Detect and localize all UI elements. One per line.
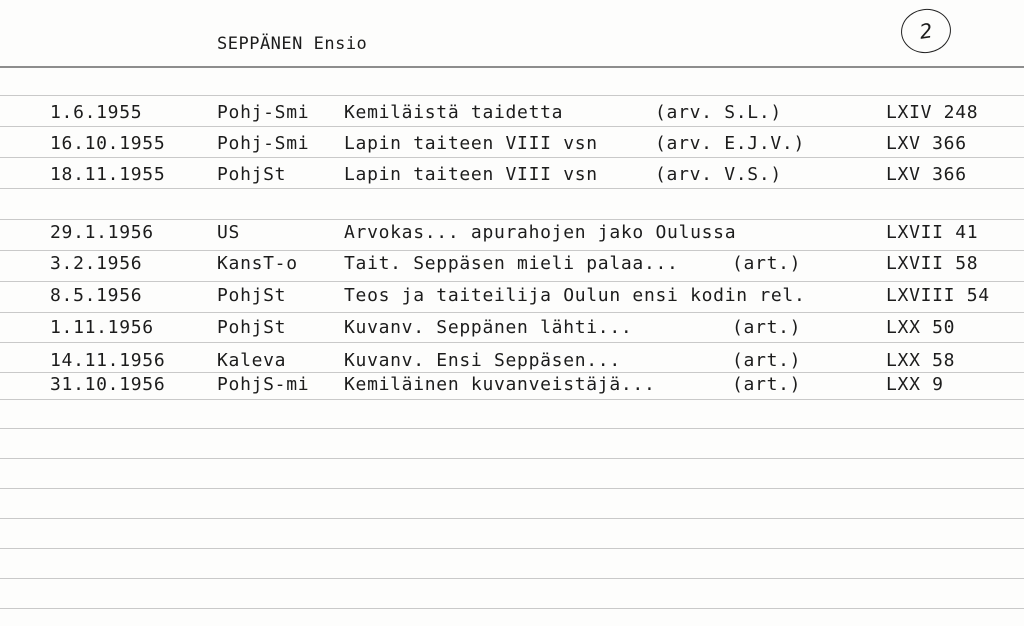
entry-title: Kuvanv. Seppänen lähti... [344, 317, 633, 338]
entry-source: PohjSt [217, 317, 287, 338]
entry-type: (arv. S.L.) [655, 102, 782, 123]
ruled-line [0, 458, 1024, 459]
entry-reference: LXVII 41 [886, 222, 979, 243]
entry-source: PohjSt [217, 285, 287, 306]
entry-title: Lapin taiteen VIII vsn [344, 164, 598, 185]
ruled-line [0, 488, 1024, 489]
entry-title: Arvokas... apurahojen jako Oulussa [344, 222, 737, 243]
entry-title: Lapin taiteen VIII vsn [344, 133, 598, 154]
ruled-line [0, 578, 1024, 579]
entry-source: Pohj-Smi [217, 102, 310, 123]
entry-row [0, 317, 1024, 347]
entry-source: US [217, 222, 241, 243]
entry-row [0, 133, 1024, 163]
entry-row [0, 164, 1024, 194]
ruled-line [0, 95, 1024, 96]
entry-reference: LXV 366 [886, 164, 967, 185]
entry-date: 1.6.1955 [50, 102, 143, 123]
card-number-circle [898, 6, 954, 57]
ruled-line [0, 548, 1024, 549]
entry-row [0, 374, 1024, 404]
entry-reference: LXVIII 54 [886, 285, 990, 306]
entry-row [0, 285, 1024, 315]
entry-type: (art.) [732, 350, 802, 371]
entry-title: Kemiläistä taidetta [344, 102, 564, 123]
ruled-line [0, 608, 1024, 609]
entry-source: Pohj-Smi [217, 133, 310, 154]
entry-row [0, 222, 1024, 252]
ruled-line [0, 428, 1024, 429]
entry-type: (arv. E.J.V.) [655, 133, 805, 154]
entry-row [0, 253, 1024, 283]
entry-row [0, 102, 1024, 132]
card-heading-name: SEPPÄNEN Ensio [217, 34, 368, 54]
entry-reference: LXX 50 [886, 317, 956, 338]
ruled-line [0, 518, 1024, 519]
entry-date: 16.10.1955 [50, 133, 166, 154]
entry-reference: LXVII 58 [886, 253, 979, 274]
entry-source: PohjS-mi [217, 374, 310, 395]
entry-title: Kuvanv. Ensi Seppäsen... [344, 350, 621, 371]
entry-type: (art.) [732, 374, 802, 395]
card-number: 2 [918, 18, 934, 44]
entry-date: 31.10.1956 [50, 374, 166, 395]
entry-reference: LXX 9 [886, 374, 944, 395]
entry-date: 8.5.1956 [50, 285, 143, 306]
header-rule [0, 66, 1024, 68]
entry-date: 18.11.1955 [50, 164, 166, 185]
entry-reference: LXV 366 [886, 133, 967, 154]
entry-date: 14.11.1956 [50, 350, 166, 371]
entry-title: Tait. Seppäsen mieli palaa... [344, 253, 679, 274]
entry-reference: LXIV 248 [886, 102, 979, 123]
entry-type: (art.) [732, 317, 802, 338]
entry-date: 1.11.1956 [50, 317, 154, 338]
entry-type: (arv. V.S.) [655, 164, 782, 185]
ruled-line [0, 219, 1024, 220]
entry-date: 3.2.1956 [50, 253, 143, 274]
entry-date: 29.1.1956 [50, 222, 154, 243]
entry-source: Kaleva [217, 350, 287, 371]
entry-title: Kemiläinen kuvanveistäjä... [344, 374, 656, 395]
entry-type: (art.) [732, 253, 802, 274]
entry-source: KansT-o [217, 253, 298, 274]
entry-title: Teos ja taiteilija Oulun ensi kodin rel. [344, 285, 806, 306]
entry-reference: LXX 58 [886, 350, 956, 371]
entry-source: PohjSt [217, 164, 287, 185]
